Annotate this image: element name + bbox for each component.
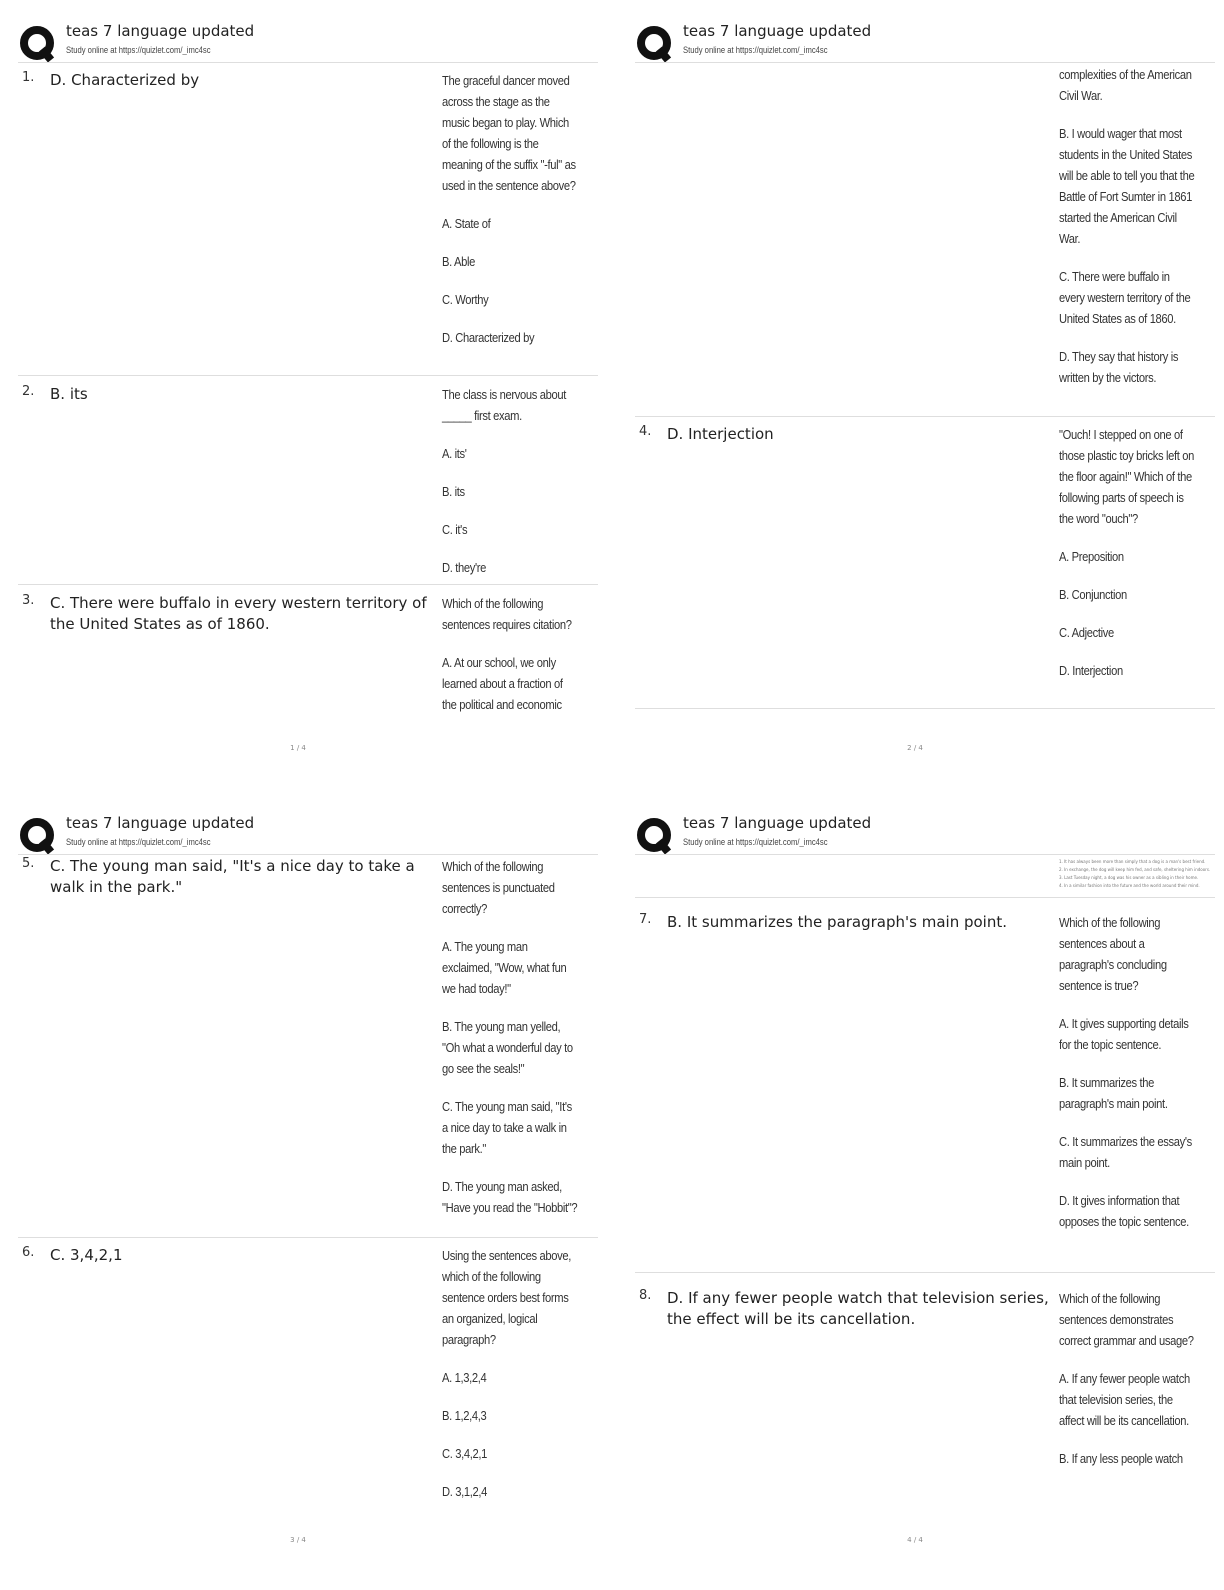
row-number: 2. xyxy=(22,384,35,399)
option-c: C. The young man said, "It's a nice day to take a walk in the park." xyxy=(442,1099,572,1156)
divider xyxy=(635,416,1215,417)
document-source: Study online at https://quizlet.com/_imc4sc xyxy=(683,45,828,55)
option-c: C. 3,4,2,1 xyxy=(442,1446,488,1461)
document-page-1 xyxy=(18,18,598,798)
divider xyxy=(18,854,598,855)
option-d: D. It gives information that opposes the topic sentence. xyxy=(1059,1193,1189,1229)
quizlet-logo-icon xyxy=(635,816,673,854)
option-a: A. Preposition xyxy=(1059,549,1124,564)
option-c: C. Worthy xyxy=(442,292,489,307)
question-text: The graceful dancer moved across the stage as the music began to play. Which of the following is the meaning of the suffix "-ful" as used in the sentence above? xyxy=(442,73,576,193)
answer-text: B. its xyxy=(50,385,88,403)
page-number: 3 / 4 xyxy=(290,1536,306,1544)
row-number: 3. xyxy=(22,593,35,608)
document-page-4 xyxy=(635,810,1215,1590)
option-b: B. It summarizes the paragraph's main point. xyxy=(1059,1075,1168,1111)
page-number: 2 / 4 xyxy=(907,744,923,752)
question-block xyxy=(1059,912,1195,1232)
divider xyxy=(635,62,1215,63)
question-text: Using the sentences above, which of the following sentence orders best forms an organized, logical paragraph? xyxy=(442,1248,572,1347)
answer-text: C. 3,4,2,1 xyxy=(50,1246,123,1264)
option-d: D. 3,1,2,4 xyxy=(442,1484,488,1499)
sentence-line: 3. Last Tuesday night, a dog was his owner as a sibling in their home. xyxy=(1059,875,1199,880)
option-d: D. they're xyxy=(442,560,487,575)
option-a: A. its' xyxy=(442,446,467,461)
question-block xyxy=(442,384,578,578)
sentence-line: 2. In exchange, the dog will keep him fed, and safe, sheltering him indoors. xyxy=(1059,867,1211,872)
quizlet-logo-icon xyxy=(18,816,56,854)
option-b: B. Able xyxy=(442,254,476,269)
row-number: 7. xyxy=(639,912,652,927)
question-text: Which of the following sentences demonstrates correct grammar and usage? xyxy=(1059,1291,1194,1348)
answer-text: C. The young man said, "It's a nice day to take a walk in the park." xyxy=(50,857,415,896)
document-title: teas 7 language updated xyxy=(66,22,255,40)
option-a: A. State of xyxy=(442,216,491,231)
question-block xyxy=(442,1245,578,1502)
option-a: A. 1,3,2,4 xyxy=(442,1370,487,1385)
sentence-line: 1. It has always been more than simply that a dog is a man's best friend. xyxy=(1059,859,1206,864)
option-b: B. Conjunction xyxy=(1059,587,1127,602)
option-b: B. its xyxy=(442,484,465,499)
option-b: B. I would wager that most students in the United States will be able to tell you that the Battle of Fort Sumter in 1861 started the American Civil War. xyxy=(1059,126,1195,246)
question-block xyxy=(442,593,578,715)
document-source: Study online at https://quizlet.com/_imc4sc xyxy=(683,837,828,847)
page-number: 1 / 4 xyxy=(290,744,306,752)
divider xyxy=(18,1237,598,1238)
row-number: 1. xyxy=(22,70,35,85)
question-block xyxy=(1059,64,1195,388)
option-d: D. They say that history is written by the victors. xyxy=(1059,349,1179,385)
option-d: D. Interjection xyxy=(1059,663,1123,678)
option-b: B. 1,2,4,3 xyxy=(442,1408,487,1423)
page-header xyxy=(18,18,598,62)
answer-text: B. It summarizes the paragraph's main point. xyxy=(667,913,1007,931)
option-d: D. The young man asked, "Have you read the "Hobbit"? xyxy=(442,1179,578,1215)
question-text: "Ouch! I stepped on one of those plastic toy bricks left on the floor again!" Which of the following parts of speech is the word "ouch"? xyxy=(1059,427,1195,526)
document-page-3 xyxy=(18,810,598,1590)
option-d: D. Characterized by xyxy=(442,330,535,345)
row-number: 5. xyxy=(22,856,35,871)
quizlet-logo-icon xyxy=(635,24,673,62)
divider xyxy=(18,62,598,63)
page-number: 4 / 4 xyxy=(907,1536,923,1544)
option-c: C. It summarizes the essay's main point. xyxy=(1059,1134,1192,1170)
divider xyxy=(635,854,1215,855)
page-header xyxy=(635,18,1215,62)
answer-text: C. There were buffalo in every western territory of the United States as of 1860. xyxy=(50,594,427,633)
question-text: Which of the following sentences is punctuated correctly? xyxy=(442,859,555,916)
option-b: B. The young man yelled, "Oh what a wonderful day to go see the seals!" xyxy=(442,1019,573,1076)
option-a: A. It gives supporting details for the topic sentence. xyxy=(1059,1016,1189,1052)
quizlet-logo-icon xyxy=(18,24,56,62)
row-number: 6. xyxy=(22,1245,35,1260)
document-source: Study online at https://quizlet.com/_imc4sc xyxy=(66,45,211,55)
document-page-2 xyxy=(635,18,1215,798)
page-header xyxy=(635,810,1215,854)
document-title: teas 7 language updated xyxy=(683,814,872,832)
divider xyxy=(635,1272,1215,1273)
option-b: B. If any less people watch xyxy=(1059,1451,1183,1466)
question-text: Which of the following sentences about a paragraph's concluding sentence is true? xyxy=(1059,915,1167,993)
page-header xyxy=(18,810,598,854)
option-c: C. it's xyxy=(442,522,468,537)
row-number: 4. xyxy=(639,424,652,439)
option-a-continued: complexities of the American Civil War. xyxy=(1059,67,1192,103)
option-c: C. There were buffalo in every western territory of the United States as of 1860. xyxy=(1059,269,1191,326)
question-text: Which of the following sentences requires citation? xyxy=(442,596,572,632)
option-a: A. If any fewer people watch that television series, the affect will be its cancellation. xyxy=(1059,1371,1190,1428)
question-text: The class is nervous about _____ first exam. xyxy=(442,387,567,423)
document-title: teas 7 language updated xyxy=(683,22,872,40)
answer-text: D. If any fewer people watch that television series, the effect will be its cancellation. xyxy=(667,1289,1049,1328)
answer-text: D. Characterized by xyxy=(50,71,200,89)
answer-text: D. Interjection xyxy=(667,425,774,443)
document-source: Study online at https://quizlet.com/_imc4sc xyxy=(66,837,211,847)
option-a: A. At our school, we only learned about a fraction of the political and economic xyxy=(442,655,563,712)
document-title: teas 7 language updated xyxy=(66,814,255,832)
question-block xyxy=(1059,858,1211,890)
row-number: 8. xyxy=(639,1288,652,1303)
question-block xyxy=(1059,1288,1195,1469)
question-block xyxy=(1059,424,1195,681)
option-c: C. Adjective xyxy=(1059,625,1114,640)
divider xyxy=(18,584,598,585)
divider xyxy=(635,708,1215,709)
divider xyxy=(635,897,1215,898)
question-block xyxy=(442,856,578,1218)
option-a: A. The young man exclaimed, "Wow, what fun we had today!" xyxy=(442,939,567,996)
sentence-line: 4. In a similar fashion into the future and the world around their mind. xyxy=(1059,883,1200,888)
question-block xyxy=(442,70,578,348)
divider xyxy=(18,375,598,376)
